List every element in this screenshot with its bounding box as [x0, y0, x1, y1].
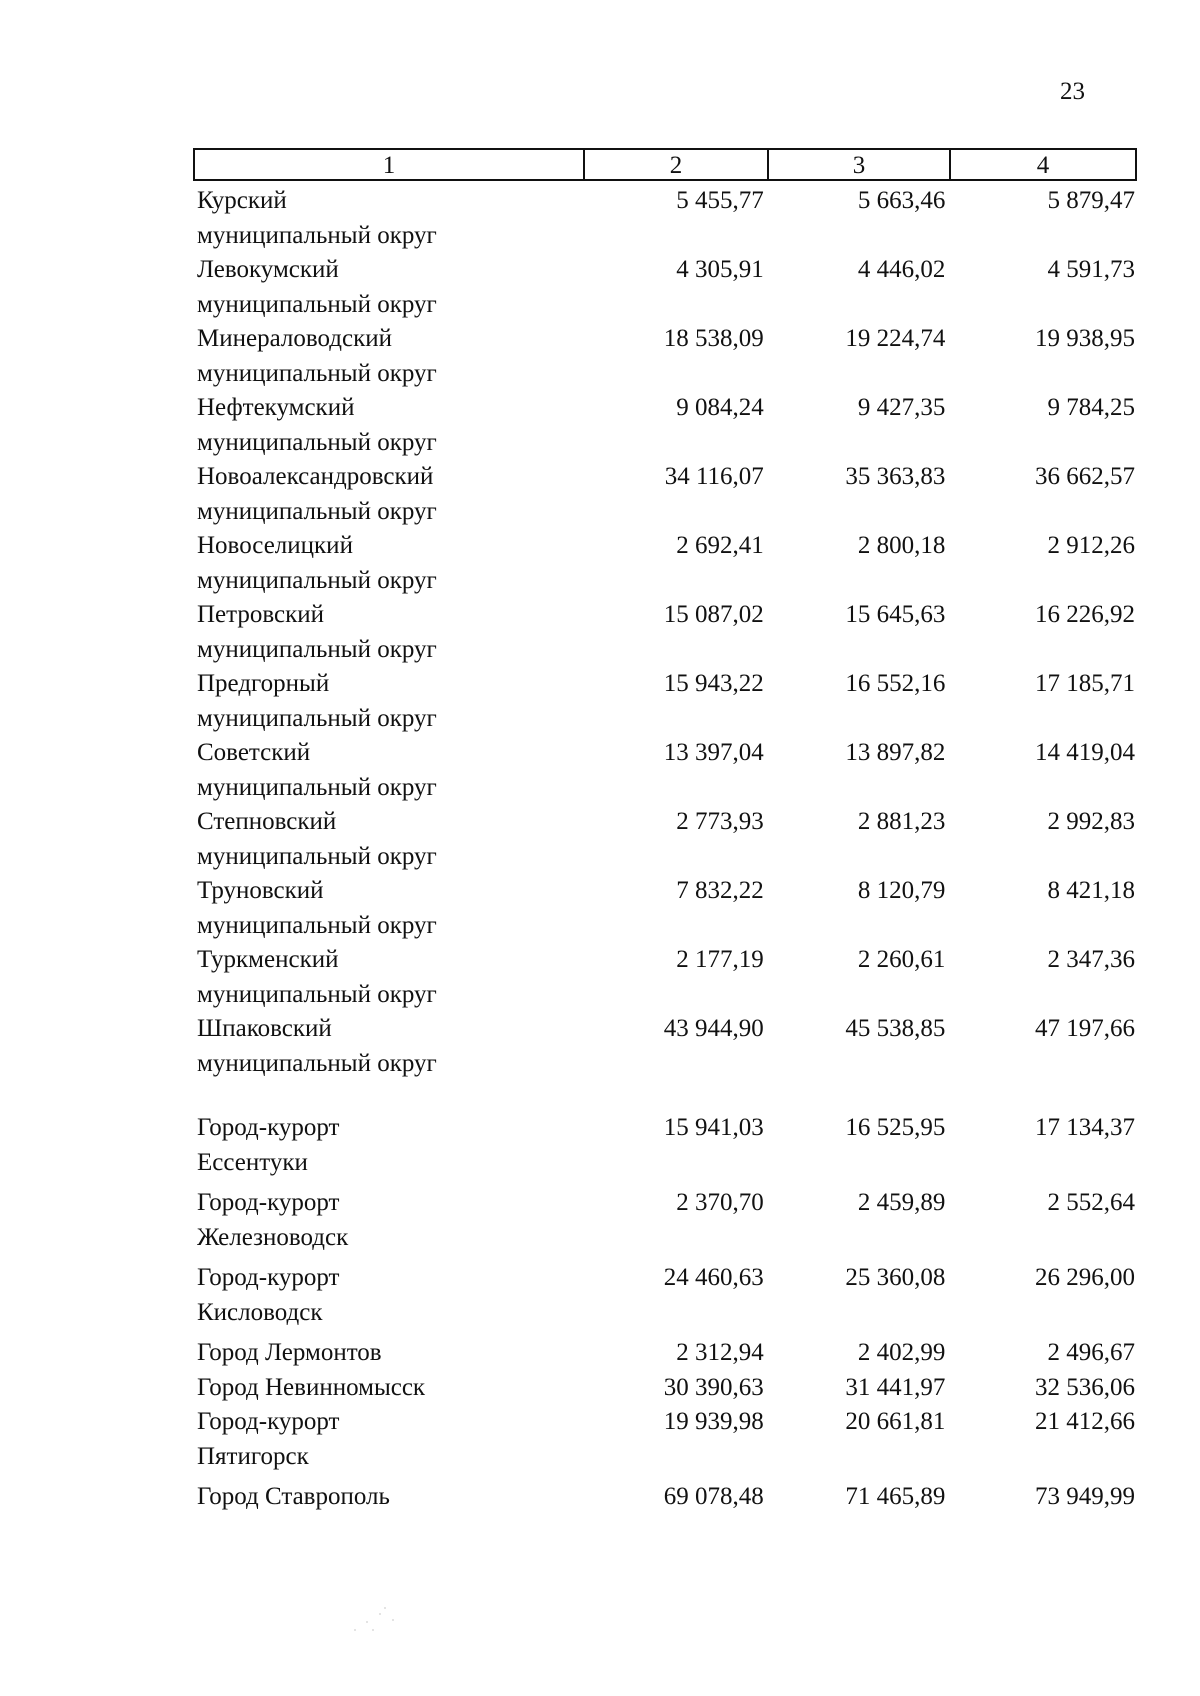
district-name-line1: Город-курорт: [197, 1114, 340, 1141]
district-name-line2: муниципальный округ: [197, 980, 437, 1008]
value-col-3: 45 538,85: [845, 1015, 946, 1042]
district-name: [195, 1012, 584, 1081]
table-row: [195, 1186, 1135, 1255]
value-col-2: 2 370,70: [676, 1189, 764, 1216]
table-row: [195, 1480, 1135, 1515]
district-name: [195, 1261, 584, 1330]
district-name-line2: муниципальный округ: [197, 911, 437, 939]
table-row: [195, 1111, 1135, 1180]
value-col-2: 13 397,04: [663, 739, 764, 766]
value-col-2: 18 538,09: [663, 325, 764, 352]
table-row: [195, 460, 1135, 529]
value-col-4: 9 784,25: [1047, 394, 1135, 421]
district-name-line1: Город-курорт: [197, 1408, 340, 1435]
header-col-2: 2: [585, 150, 769, 179]
table-row: [195, 736, 1135, 805]
district-name: [195, 1371, 584, 1406]
district-name-line1: Город-курорт: [197, 1264, 340, 1291]
district-name: [195, 667, 584, 736]
value-col-4: 5 879,47: [1047, 187, 1135, 214]
value-col-4: 16 226,92: [1034, 601, 1135, 628]
district-name-line1: Минераловодский: [197, 325, 393, 352]
district-name: [195, 1336, 584, 1371]
district-name: [195, 460, 584, 529]
district-name-line1: Левокумский: [197, 256, 339, 283]
table-row: [195, 667, 1135, 736]
district-name-line2: муниципальный округ: [197, 635, 437, 663]
district-name-line1: Советский: [197, 739, 311, 766]
table-row: [195, 874, 1135, 943]
district-name: [195, 598, 584, 667]
value-col-3: 20 661,81: [845, 1408, 946, 1435]
value-col-2: 15 087,02: [663, 601, 764, 628]
district-name-line1: Шпаковский: [197, 1015, 332, 1042]
district-name-line2: муниципальный округ: [197, 566, 437, 594]
district-name-line1: Город Невинномысск: [197, 1373, 426, 1401]
district-name-line1: Туркменский: [197, 946, 339, 973]
value-col-2: 2 773,93: [676, 808, 764, 835]
value-col-4: 19 938,95: [1034, 325, 1135, 352]
value-col-4: 14 419,04: [1034, 739, 1135, 766]
district-name-line2: муниципальный округ: [197, 221, 437, 249]
district-name-line1: Предгорный: [197, 670, 330, 697]
district-name-line2: муниципальный округ: [197, 359, 437, 387]
district-name-line1: Город Ставрополь: [197, 1483, 390, 1510]
district-name: [195, 253, 584, 322]
table-row: [195, 943, 1135, 1012]
value-col-3: 2 459,89: [857, 1189, 946, 1216]
table-row: [195, 1012, 1135, 1081]
table-row: [195, 253, 1135, 322]
district-name-line1: Новоалександровский: [197, 463, 434, 490]
district-name-line2: Ессентуки: [197, 1148, 308, 1176]
page-number: 23: [1060, 78, 1085, 105]
value-col-3: 35 363,83: [845, 463, 946, 490]
value-col-4: 73 949,99: [1034, 1483, 1135, 1510]
value-col-2: 4 305,91: [676, 256, 764, 283]
table-row: [195, 184, 1135, 253]
value-col-4: 2 347,36: [1047, 946, 1135, 973]
value-col-4: 17 185,71: [1034, 670, 1135, 697]
value-col-2: 5 455,77: [676, 187, 764, 214]
value-col-4: 26 296,00: [1034, 1264, 1135, 1291]
value-col-3: 2 800,18: [857, 532, 946, 559]
value-col-3: 9 427,35: [857, 394, 946, 421]
value-col-2: 30 390,63: [663, 1373, 764, 1401]
value-col-2: 24 460,63: [663, 1264, 764, 1291]
value-col-4: 4 591,73: [1047, 256, 1135, 283]
scan-smudge: [345, 1600, 415, 1640]
district-name: [195, 1405, 584, 1474]
value-col-4: 17 134,37: [1034, 1114, 1135, 1141]
value-col-2: 2 177,19: [676, 946, 764, 973]
district-name: [195, 943, 584, 1012]
table-row: [195, 805, 1135, 874]
header-col-1: 1: [195, 150, 585, 179]
district-name: [195, 529, 584, 598]
value-col-2: 43 944,90: [663, 1015, 764, 1042]
district-name-line2: муниципальный округ: [197, 842, 437, 870]
value-col-4: 2 552,64: [1047, 1189, 1135, 1216]
value-col-4: 36 662,57: [1034, 463, 1135, 490]
table-row: [195, 598, 1135, 667]
value-col-2: 2 692,41: [676, 532, 764, 559]
value-col-3: 8 120,79: [857, 877, 946, 904]
district-name-line1: Новоселицкий: [197, 532, 353, 559]
district-name-line1: Петровский: [197, 601, 325, 628]
table-row: [195, 1405, 1135, 1474]
district-name: [195, 322, 584, 391]
table-body: [195, 184, 1135, 1515]
value-col-4: 2 912,26: [1047, 532, 1135, 559]
value-col-3: 5 663,46: [857, 187, 946, 214]
value-col-2: 69 078,48: [663, 1483, 764, 1510]
district-name: [195, 1111, 584, 1180]
value-col-3: 2 402,99: [857, 1339, 946, 1366]
district-name: [195, 184, 584, 253]
district-name-line2: муниципальный округ: [197, 497, 437, 525]
table-row: [195, 1336, 1135, 1371]
value-col-3: 19 224,74: [845, 325, 946, 352]
value-col-3: 2 881,23: [857, 808, 946, 835]
district-name-line2: муниципальный округ: [197, 704, 437, 732]
value-col-3: 15 645,63: [845, 601, 946, 628]
district-name: [195, 391, 584, 460]
district-name-line2: муниципальный округ: [197, 1049, 437, 1077]
district-name-line2: Кисловодск: [197, 1298, 323, 1326]
value-col-2: 7 832,22: [676, 877, 764, 904]
value-col-3: 4 446,02: [857, 256, 946, 283]
district-name-line2: муниципальный округ: [197, 428, 437, 456]
value-col-4: 32 536,06: [1034, 1373, 1135, 1401]
district-name: [195, 736, 584, 805]
value-col-4: 2 496,67: [1047, 1339, 1135, 1366]
district-name-line1: Степновский: [197, 808, 337, 835]
district-name-line1: Город Лермонтов: [197, 1339, 382, 1366]
value-col-2: 9 084,24: [676, 394, 764, 421]
header-col-3: 3: [769, 150, 951, 179]
value-col-3: 16 525,95: [845, 1114, 946, 1141]
table-header: [193, 148, 1137, 181]
district-name: [195, 1480, 584, 1515]
district-name: [195, 874, 584, 943]
value-col-3: 25 360,08: [845, 1264, 946, 1291]
district-name: [195, 805, 584, 874]
table-row: [195, 322, 1135, 391]
header-col-4: 4: [1036, 152, 1050, 179]
district-name-line1: Нефтекумский: [197, 394, 355, 421]
value-col-2: 15 941,03: [663, 1114, 764, 1141]
district-name: [195, 1186, 584, 1255]
district-name-line1: Труновский: [197, 877, 324, 904]
value-col-2: 15 943,22: [663, 670, 764, 697]
table-row: [195, 1371, 1135, 1406]
district-name-line2: Железноводск: [197, 1223, 349, 1251]
value-col-4: 21 412,66: [1034, 1408, 1135, 1435]
value-col-3: 71 465,89: [845, 1483, 946, 1510]
value-col-3: 2 260,61: [857, 946, 946, 973]
value-col-3: 31 441,97: [845, 1373, 946, 1401]
value-col-3: 16 552,16: [845, 670, 946, 697]
value-col-2: 34 116,07: [664, 463, 764, 490]
value-col-4: 2 992,83: [1047, 808, 1135, 835]
table-row: [195, 391, 1135, 460]
value-col-2: 19 939,98: [663, 1408, 764, 1435]
district-name-line1: Город-курорт: [197, 1189, 340, 1216]
district-name-line2: муниципальный округ: [197, 290, 437, 318]
district-name-line2: муниципальный округ: [197, 773, 437, 801]
value-col-4: 8 421,18: [1047, 877, 1135, 904]
value-col-4: 47 197,66: [1034, 1015, 1135, 1042]
district-name-line2: Пятигорск: [197, 1442, 309, 1470]
table-row: [195, 1261, 1135, 1330]
district-name-line1: Курский: [197, 187, 287, 214]
table-row: [195, 529, 1135, 598]
value-col-3: 13 897,82: [845, 739, 946, 766]
value-col-2: 2 312,94: [676, 1339, 764, 1366]
